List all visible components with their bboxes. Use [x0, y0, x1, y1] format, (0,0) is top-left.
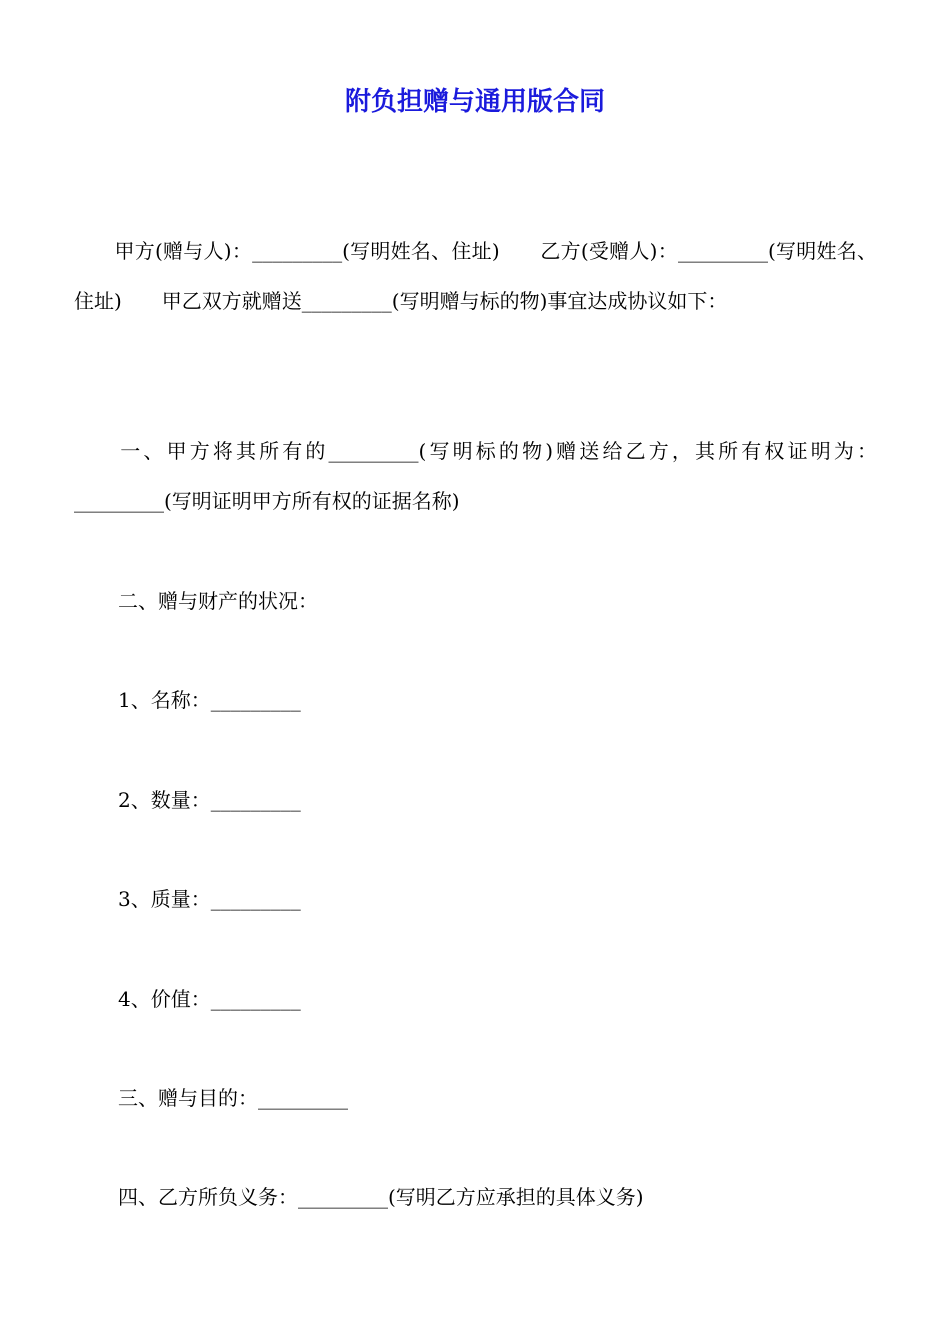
item-quantity: 2、数量：_________ — [118, 788, 301, 812]
preamble-paragraph: 甲方(赠与人)：_________(写明姓名、住址) 乙方(受赠人)：_________(写明姓名、住址) 甲乙双方就赠送_________(写明赠与标的物)事宜达成协议如下： — [74, 239, 877, 313]
item-name: 1、名称：_________ — [118, 688, 301, 712]
clause-1-paragraph: 一、甲方将其所有的_________(写明标的物)赠送给乙方，其所有权证明为：_________(写明证明甲方所有权的证据名称) — [74, 439, 877, 513]
clause-2-heading: 二、赠与财产的状况： — [118, 589, 318, 613]
item-value: 4、价值：_________ — [118, 987, 301, 1011]
clause-4-line: 四、乙方所负义务：_________(写明乙方应承担的具体义务) — [118, 1185, 644, 1209]
item-quality: 3、质量：_________ — [118, 887, 301, 911]
document-title: 附负担赠与通用版合同 — [344, 87, 605, 117]
clause-3-line: 三、赠与目的：_________ — [118, 1086, 348, 1110]
